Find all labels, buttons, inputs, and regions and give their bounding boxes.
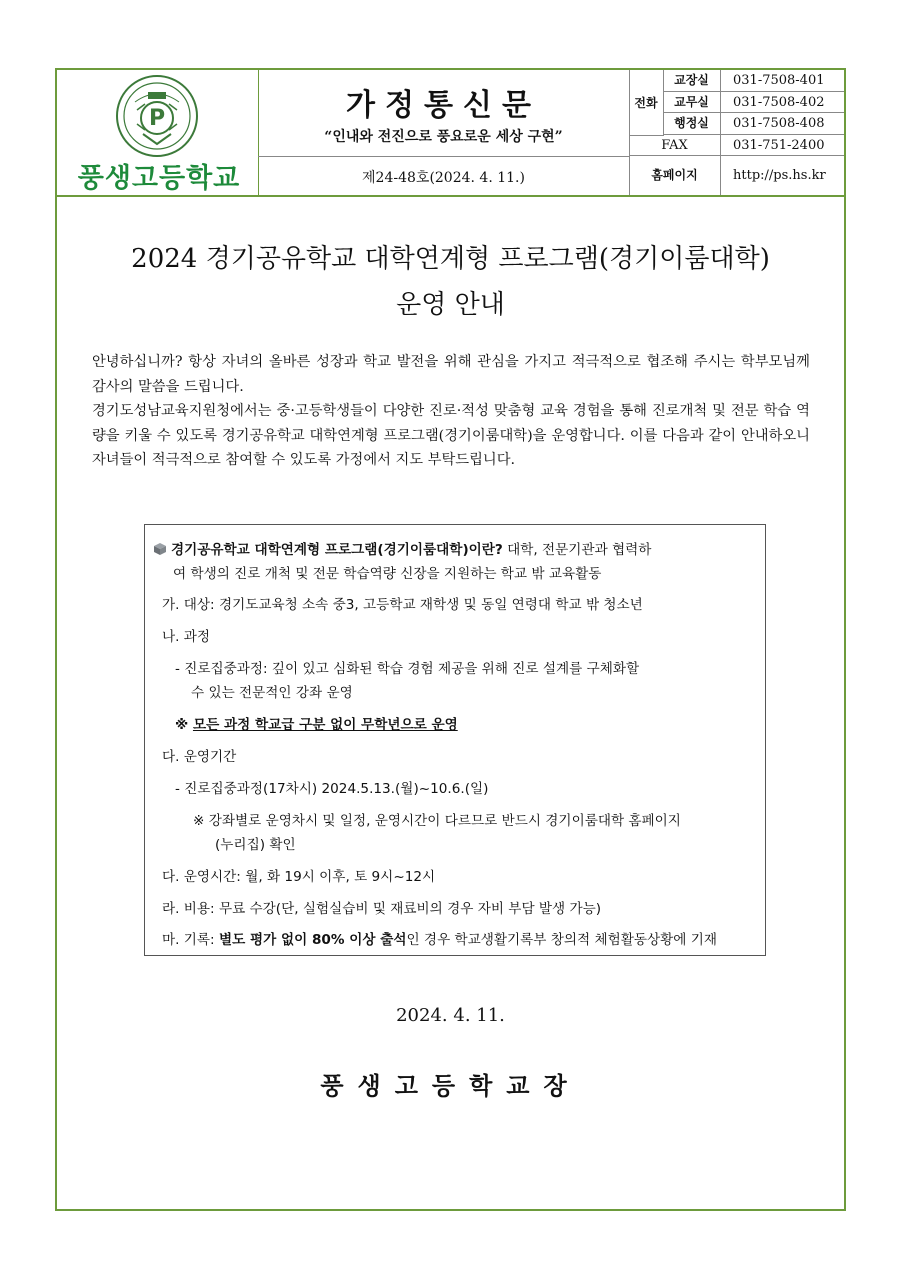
- fax-number: 031-751-2400: [721, 135, 844, 156]
- letter-header: [57, 70, 844, 197]
- definition-text: 대학, 전문기관과 협력하: [502, 542, 652, 558]
- cube-icon: [153, 542, 167, 556]
- period-note-b: (누리집) 확인: [215, 837, 296, 853]
- issue-cell: [258, 156, 630, 195]
- issue-date: 2024. 4. 11.: [396, 1005, 505, 1026]
- definition-line-2: 여 학생의 진로 개척 및 전문 학습역량 신장을 지원하는 학교 밖 교육활동: [173, 566, 602, 582]
- room-academic: 교무실: [663, 92, 721, 114]
- intro-paragraph-1: 안녕하십니까? 항상 자녀의 올바른 성장과 학교 발전을 위해 관심을 가지고 적극적으로 협조해 주시는 학부모님께 감사의 말씀을 드립니다.: [92, 354, 810, 395]
- emblem-letter: P: [148, 106, 166, 131]
- note-mark: ※: [175, 717, 193, 733]
- course-note: [175, 713, 458, 733]
- cost-line: 라. 비용: 무료 수강(단, 실험실습비 및 재료비의 경우 자비 부담 발생 가능): [162, 901, 602, 917]
- school-slogan: “인내와 전진으로 풍요로운 세상 구현”: [324, 129, 563, 145]
- letter-title: 가정통신문: [346, 88, 541, 123]
- title-line-2: 운영 안내: [396, 290, 505, 320]
- intro-text: [92, 350, 810, 473]
- title-cell: [258, 70, 630, 157]
- homepage-link[interactable]: http://ps.hs.kr: [733, 168, 826, 183]
- phone-admin: 031-7508-408: [721, 113, 844, 135]
- room-admin: 행정실: [663, 113, 721, 135]
- period-note-a: ※ 강좌별로 운영차시 및 일정, 운영시간이 다르므로 반드시 경기이룸대학 홈페이지: [193, 813, 681, 829]
- phone-academic: 031-7508-402: [721, 92, 844, 114]
- room-principal: 교장실: [663, 70, 721, 92]
- course-item-1b: 수 있는 전문적인 강좌 운영: [191, 685, 353, 701]
- intro-paragraph-2: 경기도성남교육지원청에서는 중·고등학생들이 다양한 진로·적성 맞춤형 교육 경험을 통해 진로개척 및 전문 학습 역량을 키울 수 있도록 경기공유학교 대학연계형 프로그램(경기이룸대학)을 운영합니다. 이를 다음과 같이 안내하오니 자녀들이 적극적으로 참여할 수 있도록 가정에서 지도 부탁드립니다.: [92, 403, 810, 468]
- page-frame: [55, 68, 846, 1211]
- record-attendance: 80% 이상 출석: [311, 932, 407, 948]
- school-name: 풍생고등학교: [77, 163, 241, 194]
- fax-label: FAX: [629, 135, 721, 156]
- definition-line: [153, 538, 651, 558]
- phone-label-cell: [629, 70, 664, 136]
- school-emblem-icon: [115, 74, 199, 158]
- record-rest: 인 경우 학교생활기록부 창의적 체험활동상황에 기재: [406, 932, 717, 948]
- record-line: [162, 928, 717, 948]
- issue-number: 제24-48호(2024. 4. 11.): [362, 170, 525, 186]
- course-heading: 나. 과정: [162, 629, 211, 645]
- record-no-eval: 별도 평가 없이: [218, 932, 312, 948]
- title-line-1: 2024 경기공유학교 대학연계형 프로그램(경기이룸대학): [131, 244, 770, 274]
- program-info-box: [144, 524, 766, 956]
- document-title: [57, 236, 844, 328]
- record-label: 마. 기록:: [162, 932, 219, 948]
- course-item-1a: - 진로집중과정: 깊이 있고 심화된 학습 경험 제공을 위해 진로 설계를 구체화할: [175, 661, 640, 677]
- phone-principal: 031-7508-401: [721, 70, 844, 92]
- time-line: 다. 운영시간: 월, 화 19시 이후, 토 9시~12시: [162, 869, 436, 885]
- target-line: 가. 대상: 경기도교육청 소속 중3, 고등학교 재학생 및 동일 연령대 학교 밖 청소년: [162, 597, 643, 613]
- principal-signature: 풍생고등학교장: [320, 1071, 581, 1100]
- homepage-label: 홈페이지: [629, 156, 721, 195]
- period-heading: 다. 운영기간: [162, 749, 237, 765]
- period-item-1: - 진로집중과정(17차시) 2024.5.13.(월)~10.6.(일): [175, 781, 489, 797]
- logo-cell: [57, 70, 259, 195]
- phone-label: 전화: [634, 96, 658, 110]
- definition-term: 경기공유학교 대학연계형 프로그램(경기이룸대학)이란?: [171, 542, 503, 558]
- note-text: 모든 과정 학교급 구분 없이 무학년으로 운영: [192, 717, 458, 733]
